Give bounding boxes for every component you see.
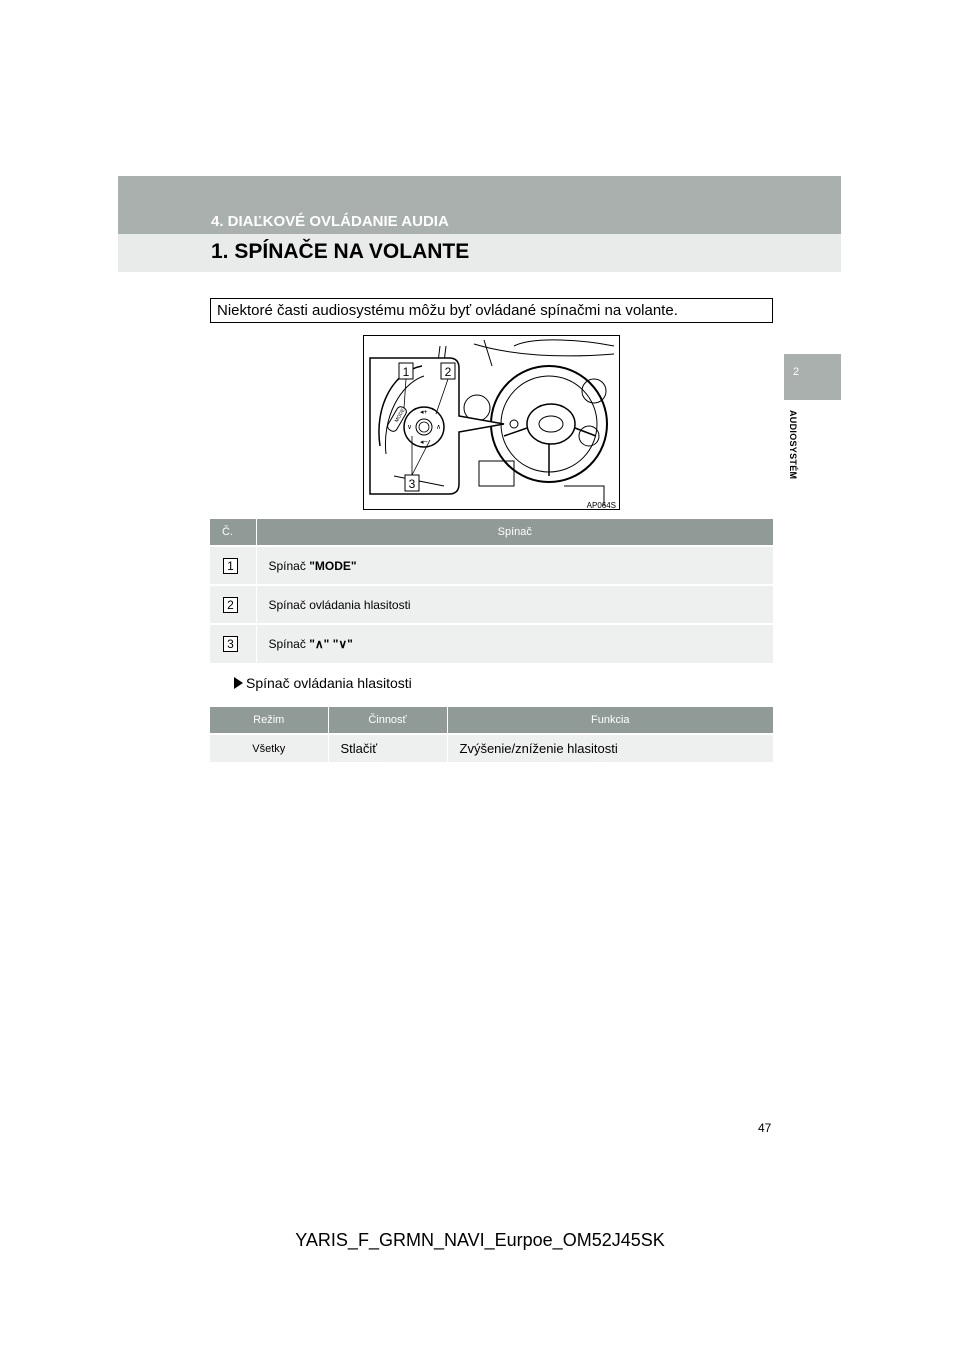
action-cell: Stlačiť [328, 734, 447, 762]
row-number: 3 [223, 636, 238, 652]
chapter-number: 2 [792, 366, 800, 378]
switch-name-bold: "∧" "∨" [309, 637, 353, 651]
triangle-bullet-icon [234, 677, 243, 689]
row-number: 1 [223, 558, 238, 574]
table-row [210, 546, 773, 585]
switch-name: Spínač ovládania hlasitosti [268, 597, 411, 612]
steering-wheel-drawing [364, 336, 620, 510]
footer-document-code: YARIS_F_GRMN_NAVI_Eurpoe_OM52J45SK [295, 1230, 665, 1250]
switch-name: Spínač [268, 637, 310, 651]
table-row [210, 734, 773, 762]
subheading-text: Spínač ovládania hlasitosti [246, 675, 412, 691]
switch-name: Spínač [268, 558, 310, 573]
svg-text:◂+: ◂+ [420, 409, 428, 416]
chapter-label: AUDIOSYSTÉM [788, 410, 798, 480]
callout-1: 1 [402, 365, 410, 379]
mode-table-header-function: Funkcia [447, 707, 773, 734]
table-row [210, 585, 773, 624]
svg-text:MODE: MODE [393, 407, 407, 424]
mode-table [210, 707, 773, 762]
switch-table [210, 519, 773, 663]
mode-cell: Všetky [210, 734, 328, 762]
switch-name-bold: "MODE" [309, 558, 357, 573]
chapter-tab [784, 354, 841, 400]
mode-table-header-mode: Režim [210, 707, 328, 734]
subheading [234, 675, 412, 691]
page-title: 1. SPÍNAČE NA VOLANTE [211, 240, 470, 263]
callout-3: 3 [408, 477, 416, 491]
function-cell: Zvýšenie/zníženie hlasitosti [447, 734, 773, 762]
switch-table-header-number: Č. [210, 519, 256, 546]
svg-text:◂−: ◂− [420, 439, 428, 446]
intro-box: Niektoré časti audiosystému môžu byť ovládané spínačmi na volante. [210, 298, 773, 323]
svg-text:∧: ∧ [436, 424, 442, 431]
figure-code: AP064S [586, 501, 616, 510]
switch-table-header-switch: Spínač [256, 519, 773, 546]
table-row [210, 624, 773, 663]
steering-wheel-illustration [363, 335, 620, 510]
callout-2: 2 [444, 365, 452, 379]
row-number: 2 [223, 597, 238, 613]
mode-table-header-action: Činnosť [328, 707, 447, 734]
section-label: 4. DIAĽKOVÉ OVLÁDANIE AUDIA [211, 213, 449, 230]
chapter-label-container [788, 410, 808, 510]
svg-text:∨: ∨ [407, 424, 413, 431]
page-number: 47 [758, 1121, 772, 1135]
